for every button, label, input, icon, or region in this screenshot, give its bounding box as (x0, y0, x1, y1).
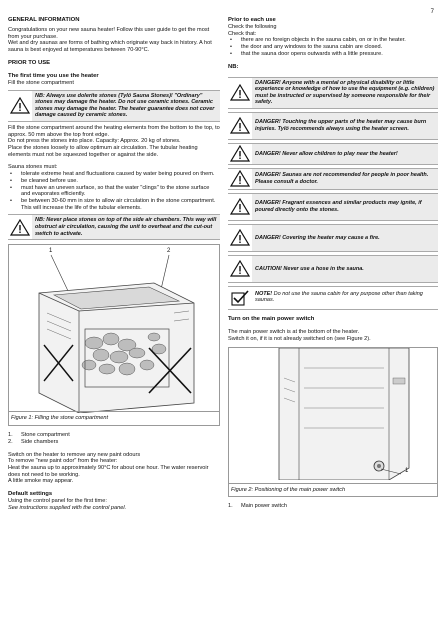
warning-text: DANGER! Saunas are not recommended for people in poor health. Please consult a doctor. (252, 169, 438, 189)
switch-paragraph-4: A little smoke may appear. (8, 478, 74, 485)
list-number: 1. (228, 503, 233, 510)
list-number: 2. (8, 438, 13, 445)
checkbox-icon (228, 290, 252, 306)
warning-icon (228, 117, 252, 134)
warning-icon (8, 97, 32, 114)
warning-box (228, 224, 438, 252)
fill-paragraph-1: Fill the stone compartment around the heating elements from the bottom to the top, to approx. 50 mm above the top front edge. (8, 124, 220, 138)
prior-each-title: Prior to each use (228, 17, 276, 23)
figure-2-legend (228, 503, 438, 510)
fill-paragraph-2: Do not press the stones into place. Capacity: Approx. 20 kg of stones. (8, 138, 181, 145)
note-stones-box (8, 90, 220, 122)
note-label: NOTE! (255, 290, 273, 297)
figure-1-caption: Figure 1: Filling the stone compartment (9, 411, 219, 425)
page-number: 7 (430, 9, 434, 15)
warning-text: DANGER! Anyone with a mental or physical disability or little experience or knowledge of how to use the equipment (e.g. children) must be instructed or supervised by someone responsible for their safety. (252, 78, 438, 108)
warning-icon (8, 219, 32, 236)
default-paragraph-1: Using the control panel for the first time: (8, 498, 107, 505)
warning-text: DANGER! Fragrant essences and similar products may ignite, if poured directly onto the stones. (252, 194, 438, 220)
figure-1-label-2: 2 (167, 248, 171, 255)
warning-box (228, 168, 438, 190)
general-title: GENERAL INFORMATION (8, 17, 80, 23)
fill-stone-label: Fill the stone compartment (8, 79, 74, 86)
switch-paragraph-1: Switch on the heater to remove any new paint odours (8, 451, 141, 458)
first-time-title: The first time you use the heater (8, 72, 99, 79)
fill-paragraph-3: Place the stones loosely to allow optimum air circulation. The tubular heating elements must not be squeezed together or against the side. (8, 145, 198, 158)
warning-box (228, 77, 438, 109)
list-item: • tolerate extreme heat and fluctuations caused by water being poured on them. (8, 171, 220, 178)
list-item: • be cleaned before use. (8, 178, 220, 185)
note-stones-text: NB: Always use dolerite stones (Tylö Sauna Stones)! "Ordinary" stones may damage the heater. Do not use ceramic stones. Ceramic stones may damage the heater. The heater guarantee does not cover damage caused by ceramic stones. (32, 91, 220, 121)
note-box (228, 286, 438, 310)
warning-box (228, 143, 438, 165)
warning-text: DANGER! Never allow children to play near the heater! (252, 144, 438, 164)
switch-title: Turn on the main power switch (228, 315, 315, 322)
figure-1 (8, 244, 220, 426)
list-item (228, 503, 438, 510)
left-column (8, 17, 220, 511)
figure-2-caption: Figure 2: Positioning of the main power switch (229, 483, 437, 497)
list-item: • must have an uneven surface, so that the water "clings" to the stone surface and evaporates efficiently. (8, 185, 220, 198)
stone-requirements-list (8, 171, 220, 211)
figure-2 (228, 347, 438, 497)
general-paragraph-1: Congratulations on your new sauna heater! Follow this user guide to get the most from your purchase. (8, 27, 210, 40)
warning-icon (228, 198, 252, 215)
check-list (228, 37, 438, 57)
switch-paragraph-3: Heat the sauna up to approximately 90°C for about one hour. The water reservoir does not need to be working. (8, 464, 209, 478)
warning-box (228, 112, 438, 140)
warning-box (228, 193, 438, 221)
default-paragraph-2: See instructions supplied with the control panel. (8, 504, 127, 511)
list-item: • be between 30-60 mm in size to allow air circulation in the stone compartment. This will increase the life of the tubular elements. (8, 198, 220, 211)
figure-1-label-1: 1 (49, 248, 53, 255)
warning-text: CAUTION! Never use a hose in the sauna. (252, 256, 438, 282)
note-body: Do not use the sauna cabin for any purpose other than taking saunas. (255, 290, 423, 304)
list-text: Stone compartment (21, 432, 70, 439)
list-item (8, 439, 220, 446)
list-text: Side chambers (21, 438, 59, 445)
check-following: Check the following (228, 24, 277, 30)
warning-icon (228, 260, 252, 277)
nb-title: NB: (228, 63, 239, 70)
list-item (8, 432, 220, 439)
list-text: Main power switch (241, 503, 288, 510)
warning-box (228, 255, 438, 283)
list-item: • the door and any windows to the sauna cabin are closed. (228, 44, 438, 51)
right-column (228, 17, 438, 510)
warning-icon (228, 229, 252, 246)
list-number: 1. (8, 432, 13, 439)
warning-icon (228, 170, 252, 187)
switch-paragraph-2: To remove "new paint odor" from the heater: (8, 458, 118, 465)
heater-switch-illustration (229, 348, 437, 480)
figure-2-label-1: 1 (405, 468, 409, 475)
note-text (252, 287, 438, 309)
heater-stones-illustration (9, 253, 219, 413)
switch-paragraph-2: Switch it on, if it is not already switched on (see Figure 2). (228, 335, 371, 342)
figure-1-legend (8, 432, 220, 445)
switch-paragraph-1: The main power switch is at the bottom of the heater. (228, 328, 360, 335)
note-side-text: NB: Never place stones on top of the side air chambers. This way will obstruct air circulation, causing the unit to overheat and the cut-out switch to activate. (32, 215, 220, 239)
warning-icon (228, 84, 252, 101)
check-that: Check that: (228, 30, 257, 37)
warning-text: DANGER! Touching the upper parts of the heater may cause burn injuries. Tylö recommends always using the heater screen. (252, 113, 438, 139)
general-paragraph-2: Wet and dry saunas are forms of bathing which originate way back in history. A hot sauna is best enjoyed at temperatures between 70-90°C. (8, 40, 212, 54)
list-item: • that the sauna door opens outwards with a little pressure. (228, 51, 438, 58)
note-side-box (8, 214, 220, 240)
stones-must-label: Sauna stones must: (8, 164, 58, 171)
warning-icon (228, 145, 252, 162)
warning-text: DANGER! Covering the heater may cause a fire. (252, 225, 438, 251)
list-item: • there are no foreign objects in the sauna cabin, on or in the heater. (228, 37, 438, 44)
default-settings-title: Default settings (8, 491, 53, 498)
prior-title: PRIOR TO USE (8, 59, 51, 66)
